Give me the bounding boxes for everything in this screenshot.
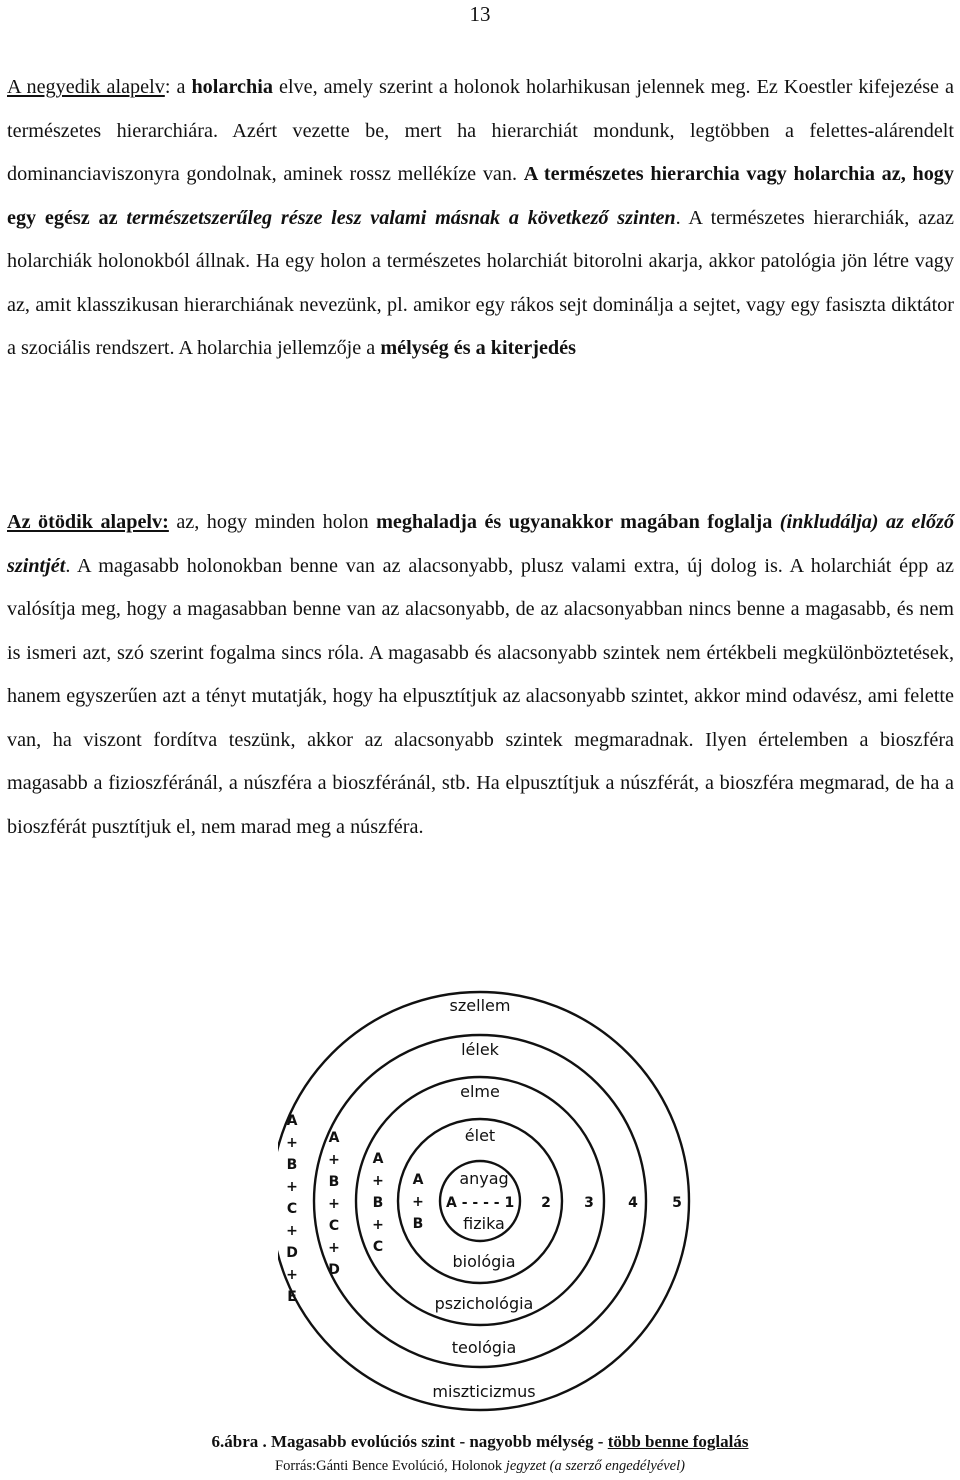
stack-1-item: B	[286, 1157, 298, 1173]
holarchy-rings-svg	[278, 985, 698, 1415]
stack-1-item: E	[287, 1289, 297, 1305]
stack-2-item: A	[328, 1130, 340, 1146]
text-run: elve, amely szerint a holonok holarhikusan jelennek meg. Ez Koestler kifejezése a természetes hierarchiára. Azért vezette be, mert ha hierarchiát mondunk, legtöbben a felettes-alárendelt dominanciaviszonyra gondolnak, aminek rossz mellékíze van.	[7, 76, 954, 185]
figure-source	[0, 1458, 960, 1475]
text-run: : a	[164, 76, 192, 98]
stack-3-item: B	[372, 1195, 384, 1211]
stack-3-item: +	[372, 1173, 384, 1189]
text-run: . A természetes hierarchiák, azaz holarchiák holonokból állnak. Ha egy holon a természetes holarchiát bitorolni akarja, akkor patológia jön létre vagy az, amit klasszikusan hierarchiának nevezünk, pl. amikor egy rákos sejt dominálja a sejtet, vagy egy fasiszta diktátor a szociális rendszert. A holarchia jellemzője a	[7, 206, 954, 359]
level-number-3: 3	[584, 1195, 594, 1211]
caption-text: . Magasabb evolúciós szint - nagyobb mélység -	[258, 1432, 608, 1451]
label-elme: elme	[460, 1082, 500, 1101]
paragraph-fourth-principle	[7, 66, 954, 371]
stack-1-item: +	[286, 1223, 298, 1239]
page-number: 13	[469, 2, 491, 26]
bold-italic-definition: természetszerűleg része lesz valami másnak a következő szinten	[126, 206, 676, 229]
term-holarchia: holarchia	[191, 76, 273, 98]
stack-1-item: +	[286, 1179, 298, 1195]
bold-phrase: meghaladja és ugyanakkor magában foglalja	[376, 511, 773, 533]
label-elet: élet	[464, 1126, 496, 1145]
label-pszichologia: pszichológia	[434, 1294, 534, 1313]
stack-2-item: B	[328, 1174, 340, 1190]
stack-2-item: +	[328, 1240, 340, 1256]
figure-caption	[0, 1432, 960, 1452]
caption-underlined: több benne foglalás	[607, 1432, 749, 1451]
level-1-dashed: A - - - - 1	[446, 1195, 515, 1211]
stack-1-item: +	[286, 1135, 298, 1151]
stack-1-item: A	[286, 1113, 298, 1129]
label-miszticizmus: miszticizmus	[432, 1382, 536, 1401]
fourth-principle-heading: A negyedik alapelv	[7, 76, 165, 98]
holarchy-diagram	[278, 985, 698, 1415]
source-text: Forrás:Gánti Bence Evolúció, Holonok	[275, 1458, 506, 1474]
bold-italic-phrase: (inkludálja) az előző szintjét	[7, 511, 954, 577]
label-fizika: fizika	[463, 1214, 505, 1233]
stack-2-item: +	[328, 1196, 340, 1212]
source-italic: jegyzet (a szerző engedélyével)	[505, 1458, 685, 1474]
text-run: . A magasabb holonokban benne van az alacsonyabb, plusz valami extra, új dolog is. A holarchiát épp az valósítja meg, hogy a magasabban benne van az alacsonyabb, de az alacsonyabban nincs benne a magasabb, és nem is ismeri azt, szó szerint fogalma sincs róla. A magasabb és alacsonyabb szintek nem értékbeli megkülönböztetések, hanem egyszerűen azt a tényt mutatják, hogy ha elpusztítjuk az alacsonyabb szintet, akkor mind odavész, ami felette van, ha viszont fordítva teszünk, akkor az alacsonyabb szintek megmaradnak. Ilyen értelemben a bioszféra magasabb a fizioszféránál, a núszféra a bioszféránál, stb. Ha elpusztítjuk a núszférát, a bioszféra megmarad, de ha a bioszférát pusztítjuk el, nem marad meg a núszféra.	[7, 554, 954, 838]
label-szellem: szellem	[449, 996, 511, 1015]
fifth-principle-heading: Az ötödik alapelv:	[7, 511, 169, 533]
stack-1-item: C	[286, 1201, 298, 1217]
stack-2-item: +	[328, 1152, 340, 1168]
label-biologia: biológia	[452, 1252, 516, 1271]
bold-definition: A természetes hierarchia vagy holarchia az, hogy egy egész az	[7, 163, 954, 229]
level-number-5: 5	[672, 1195, 682, 1211]
stack-2-item: C	[328, 1218, 340, 1234]
label-lelek: lélek	[461, 1040, 499, 1059]
stack-1-item: +	[286, 1267, 298, 1283]
stack-3-item: +	[372, 1217, 384, 1233]
stack-4-item: B	[412, 1216, 424, 1232]
level-number-4: 4	[628, 1195, 638, 1211]
paragraph-fifth-principle	[7, 501, 954, 849]
stack-4-item: A	[412, 1172, 424, 1188]
level-number-2: 2	[541, 1195, 551, 1211]
stack-3-item: C	[372, 1239, 384, 1255]
figure-number: 6.ábra	[211, 1432, 259, 1451]
stack-3-item: A	[372, 1151, 384, 1167]
stack-4-item: +	[412, 1194, 424, 1210]
label-teologia: teológia	[451, 1338, 517, 1357]
text-run: az, hogy minden holon	[168, 511, 377, 533]
stack-2-item: D	[328, 1262, 340, 1278]
label-anyag: anyag	[459, 1169, 509, 1188]
term-depth-span: mélység és a kiterjedés	[380, 337, 576, 359]
stack-1-item: D	[286, 1245, 298, 1261]
